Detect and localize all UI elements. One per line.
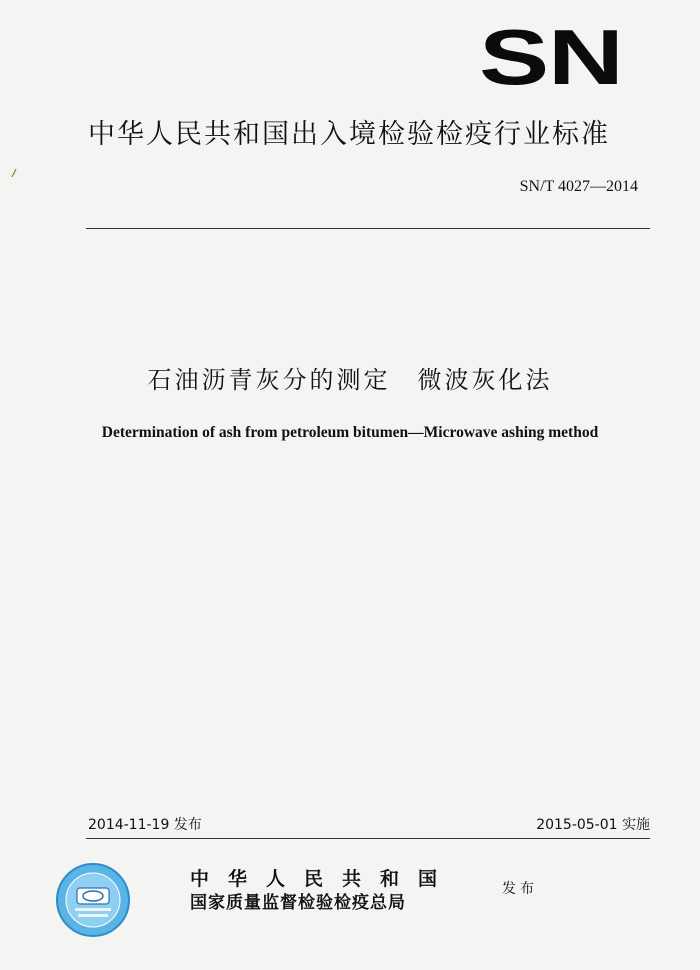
issuer-name-line2: 国家质量监督检验检疫总局 <box>190 893 406 913</box>
scan-mark-icon <box>10 168 18 178</box>
document-title-english: Determination of ash from petroleum bitumen—Microwave ashing method <box>101 424 599 441</box>
implementation-date: 2015-05-01 实施 <box>536 817 650 833</box>
top-divider <box>86 228 650 229</box>
standard-code: SN/T 4027—2014 <box>519 178 638 195</box>
bottom-divider <box>86 838 650 839</box>
document-title-chinese: 石油沥青灰分的测定 微波灰化法 <box>147 366 553 394</box>
ministry-title: 中华人民共和国出入境检验检疫行业标准 <box>88 119 610 150</box>
sn-logo: SN <box>479 13 623 101</box>
publish-label: 发布 <box>502 881 538 897</box>
issuer-name-line1: 中华人民共和国 <box>190 868 457 890</box>
anti-counterfeit-seal-icon <box>55 862 131 938</box>
issue-date: 2014-11-19 发布 <box>88 817 202 833</box>
